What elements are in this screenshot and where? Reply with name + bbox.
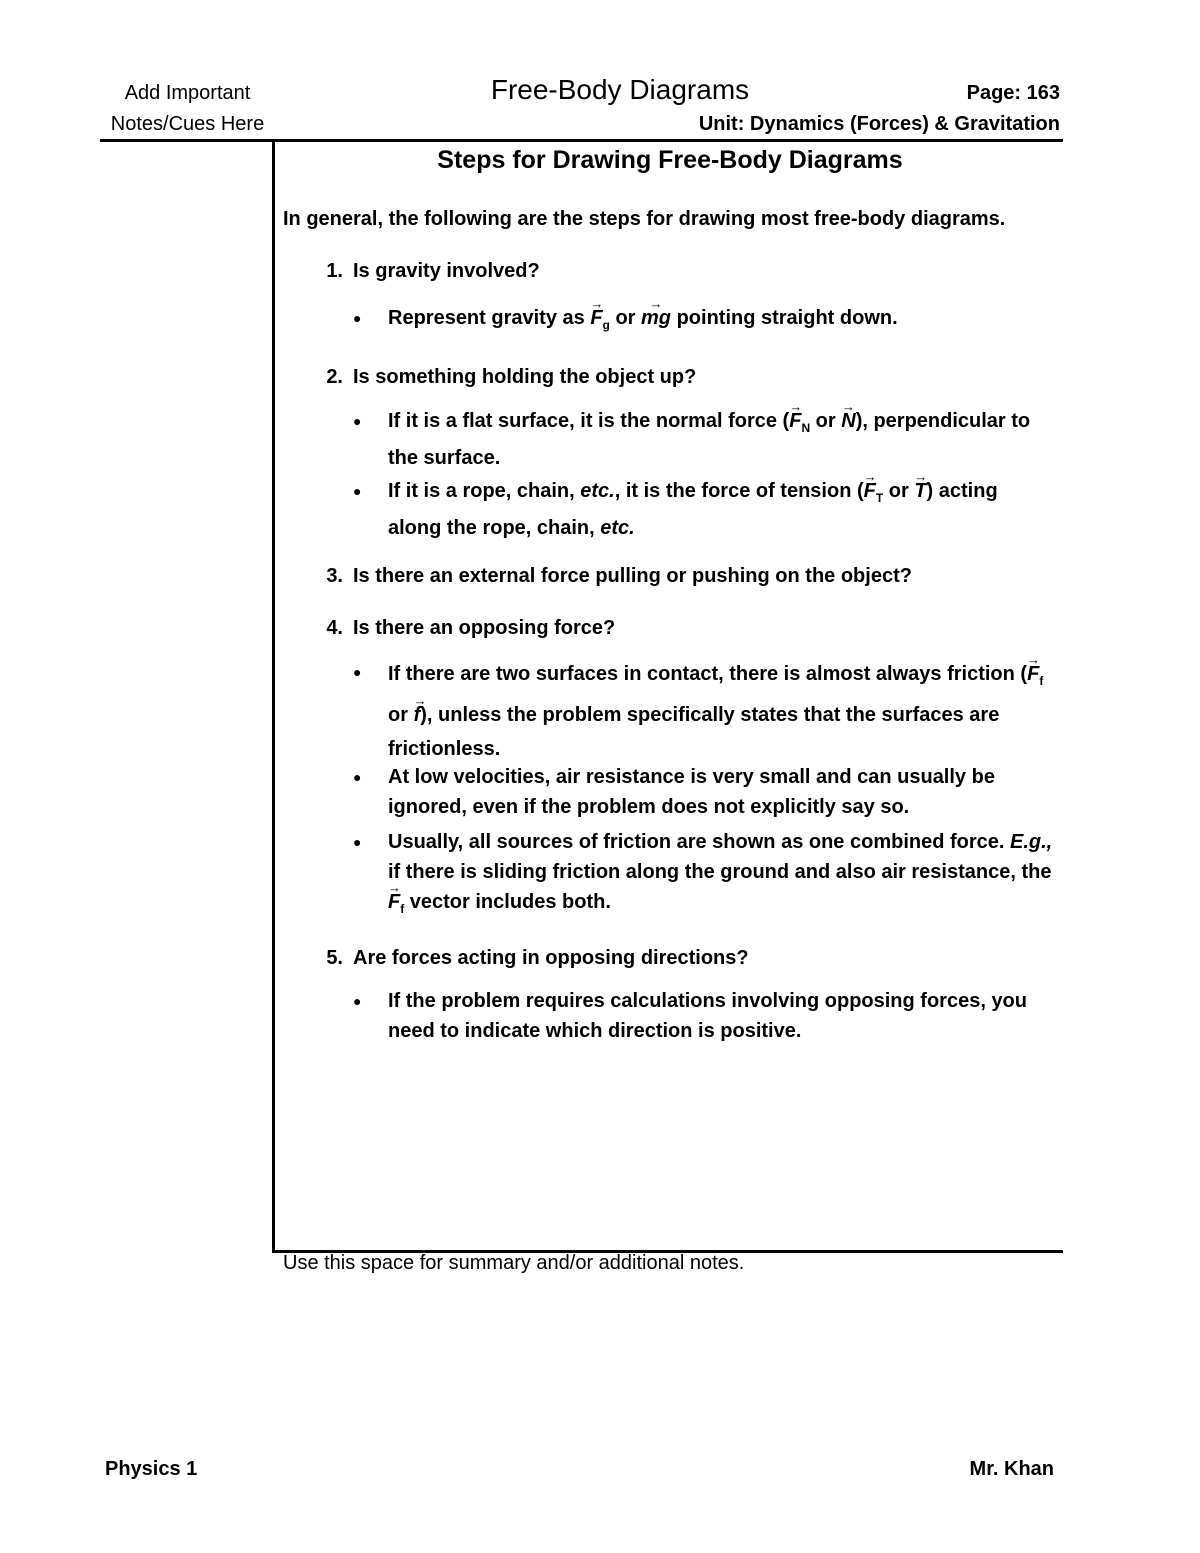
step-number: 2. xyxy=(326,366,343,388)
step-text: Is there an opposing force? xyxy=(353,617,616,639)
unit-label: Unit: Dynamics (Forces) & Gravitation xyxy=(698,113,1060,135)
force-gravity-symbol: → F xyxy=(590,303,602,333)
page-title: Free-Body Diagrams xyxy=(490,74,750,105)
bullet-normal-force: If it is a flat surface, it is the normal force (→ $F_N$ or → N), perpendicular to the surface. xyxy=(388,406,1056,473)
mg-symbol: → mg xyxy=(641,303,671,333)
step-text: Is something holding the object up? xyxy=(353,366,697,388)
summary-prompt: Use this space for summary and/or additional notes. xyxy=(283,1252,745,1274)
cue-column-divider xyxy=(272,141,275,1253)
step-number: 3. xyxy=(326,565,343,587)
bullet-air-resistance: At low velocities, air resistance is very small and can usually be ignored, even if the problem does not explicitly say so. xyxy=(388,766,995,818)
force-friction-symbol: → F xyxy=(388,887,400,917)
cue-column-label-line2: Notes/Cues Here xyxy=(110,113,265,135)
step-text: Are forces acting in opposing directions? xyxy=(353,947,749,969)
friction-symbol: → f xyxy=(414,698,421,732)
footer-author: Mr. Khan xyxy=(969,1458,1054,1480)
intro-text: In general, the following are the steps for drawing most free-body diagrams. xyxy=(283,208,1006,230)
bullet-gravity: Represent gravity as → $F_g$ or → mg pointing straight down. xyxy=(388,303,1056,340)
force-tension-symbol: → F xyxy=(864,476,876,506)
step-number: 1. xyxy=(326,260,343,282)
section-heading: Steps for Drawing Free-Body Diagrams xyxy=(437,146,903,174)
bullet-direction: If the problem requires calculations involving opposing forces, you need to indicate which direction is positive. xyxy=(388,990,1027,1042)
tension-symbol: → T xyxy=(914,476,926,506)
footer-course: Physics 1 xyxy=(105,1458,198,1480)
page-number: Page: 163 xyxy=(966,82,1060,104)
bullet-icon: ● xyxy=(353,769,362,785)
bullet-friction: If there are two surfaces in contact, there is almost always friction (→ $F_f$ or → f), unless the problem specifically states that the surfaces are frictionless. xyxy=(388,657,1056,766)
bullet-icon: ● xyxy=(353,993,362,1009)
bullet-icon: ● xyxy=(353,834,362,850)
step-text: Is there an external force pulling or pushing on the object? xyxy=(353,565,912,587)
bullet-combined-friction: Usually, all sources of friction are shown as one combined force. E.g., if there is sliding friction along the ground and also air resistance, the → $F_f$ vector includes both. xyxy=(388,827,1056,924)
bullet-icon: ● xyxy=(353,310,362,326)
bullet-icon: ● xyxy=(353,483,362,499)
step-text: Is gravity involved? xyxy=(353,260,540,282)
header-rule xyxy=(100,139,1063,142)
normal-symbol: → N xyxy=(841,406,855,436)
cue-column-label-line1: Add Important xyxy=(124,82,251,104)
step-number: 4. xyxy=(326,617,343,639)
force-normal-symbol: → F xyxy=(789,406,801,436)
bullet-tension: If it is a rope, chain, etc., it is the force of tension (→ $F_T$ or → T) acting along the rope, chain, etc. xyxy=(388,476,1056,543)
bullet-icon: ● xyxy=(353,413,362,429)
bullet-icon: ● xyxy=(353,664,362,680)
force-friction-symbol: → F xyxy=(1027,657,1039,691)
step-number: 5. xyxy=(326,947,343,969)
